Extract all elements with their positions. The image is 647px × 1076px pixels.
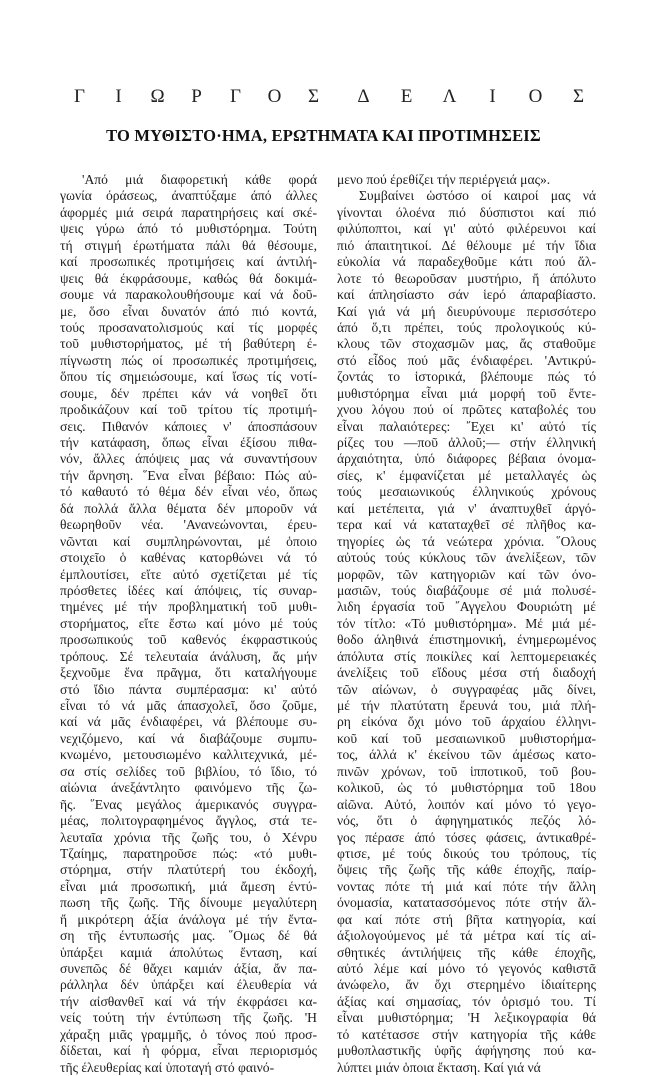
text-line: ξεχνοῦμε ἕνα πρᾶγμα, ὅτι καταλήγουμε xyxy=(60,665,317,681)
author-letter: Ε xyxy=(400,86,413,107)
author-letter: Γ xyxy=(74,86,85,107)
text-line: κολικοῦ, ὡς τό μυθιστόρημα τοῦ 18ου xyxy=(337,780,596,796)
text-line: μυθοπλαστικῆς ὑφῆς άφήγησης πού κα- xyxy=(337,1043,596,1059)
text-line: γίνονται όλοένα πιό δύσπιστοι καί πιό xyxy=(337,204,596,220)
text-line: φα καί πότε στή βῆτα κατηγορία, καί xyxy=(337,911,596,927)
text-line: νόν, ἄλλες άπόψεις μας νά συναντήσουν xyxy=(60,451,317,467)
text-line: άνώφελο, ἄν ὄχι στερημένο ἰδιαίτερης xyxy=(337,977,596,993)
text-line: θοδο άληθινά έπιστημονική, ένημερωμένος xyxy=(337,632,596,648)
text-line: ρίζες του —ποῦ ἀλλοῦ;— στήν έλληνική xyxy=(337,435,596,450)
text-line: σεις. Πιθανόν κάποιες ν' άποσπάσουν xyxy=(60,418,317,434)
text-line: τήν κατάφαση, ὅπως εἶναι έξίσου πιθα- xyxy=(60,435,317,450)
text-line: πιό άπαιτητικοί. Δέ θέλουμε μέ τήν ἴδια xyxy=(337,237,596,253)
text-line: με, ὅσο εἶναι δυνατόν άπό πιό κοντά, xyxy=(60,303,317,319)
author-first-name xyxy=(60,86,333,108)
text-line: τήν ἄρνηση. ῞Ενα εἶναι βέβαιο: Πώς αὐ- xyxy=(60,467,317,483)
text-line: στόρημα, στήν πλατύτερή του έκδοχή, xyxy=(60,862,317,878)
text-line: άρχαιότητα, ὑπό διάφορες βέβαια όνομα- xyxy=(337,451,596,467)
text-line: στό εἶδος πού μᾶς ένδιαφέρει. 'Αντικρύ- xyxy=(337,352,596,368)
text-line: ψεις θά έκφράσουμε, καθώς θά δοκιμά- xyxy=(60,270,317,286)
text-line: τόν τίτλο: «Τό μυθιστόρημα». Μέ μιά μέ- xyxy=(337,615,596,631)
text-line: σίες, κ' έμφανίζεται μέ μεταλλαγές ὡς xyxy=(337,467,596,483)
text-line: τήν αἰσθανθεῖ καί νά τήν έκφράσει κα- xyxy=(60,993,317,1009)
text-line: στοιχεῖο ὁ καθένας κατορθώνει νά τό xyxy=(60,550,317,566)
text-line: τρόπους. Σέ τελευταία άνάλυση, ἄς μήν xyxy=(60,648,317,664)
author-letter: Ι xyxy=(115,86,122,107)
text-line: τηγορίες ὡς τά νεώτερα χρόνια. ῞Ολους xyxy=(337,533,596,549)
text-line: νῶνται καί συμπληρώνονται, μέ ὁποιο xyxy=(60,533,317,549)
text-line: τή στιγμή έρωτήματα πάλι θά θέσουμε, xyxy=(60,237,317,253)
text-line: άξιολογούμενος μέ τά μέτρα καί τίς αἰ- xyxy=(337,928,596,944)
text-line: Καί γιά νά μή διευρύνουμε περισσότερο xyxy=(337,303,596,319)
text-line: τημένες μέ τήν προβληματική τοῦ μυθι- xyxy=(60,599,317,615)
author-letter: Ρ xyxy=(191,86,202,107)
text-line: μέας, πολιτογραφημένος ἄγγλος, στά τε- xyxy=(60,813,317,829)
text-line: 'Από μιά διαφορετική κάθε φορά xyxy=(82,172,317,187)
text-line: ρη εἰκόνα ὄχι μόνο τοῦ άρχαίου έλληνι- xyxy=(337,714,596,730)
text-line: λιδη έργασία τοῦ ῎Αγγελου Φουριώτη μέ xyxy=(337,599,596,615)
text-line: θεωρηθοῦν νέα. 'Ανανεώνονται, έρευ- xyxy=(60,517,317,533)
text-line: έμπλουτίσει, εἴτε αὐτό σχετίζεται μέ τίς xyxy=(60,566,317,582)
text-line: καί μετέπειτα, γιά ν' άναπτυχθεῖ άργό- xyxy=(337,500,596,516)
text-line: καί νά μᾶς ένδιαφέρει, νά βλέπουμε συ- xyxy=(60,714,317,730)
text-line: μυθιστόρημα εἶναι μιά μορφή τοῦ ἔντε- xyxy=(337,385,596,401)
text-line: τούς μεσαιωνικούς έλληνικούς χρόνους xyxy=(337,484,596,500)
text-line: νείς τούτη τήν έντύπωση τῆς ζωῆς. 'Η xyxy=(60,1010,317,1026)
text-line: λοτε τό θεωροῦσαν μυστήριο, ἤ άπόλυτο xyxy=(337,270,596,286)
text-line: νεχιζόμενο, καί νά διαβάζουμε συμπυ- xyxy=(60,730,317,746)
text-line: προδικάζουν καί τοῦ τρίτου τίς προτιμή- xyxy=(60,402,317,418)
text-line: αἰῶνα. Αὐτό, λοιπόν καί μόνο τό γεγο- xyxy=(337,796,596,812)
text-line: άξίας καί σημασίας, τόν ὁρισμό του. Τί xyxy=(337,993,596,1009)
text-line: καί άπλησίαστο σάν ἱερό άπαραβίαστο. xyxy=(337,287,596,303)
text-line: μασιῶν, τούς διαβάζουμε σέ μιά πολυσέ- xyxy=(337,582,596,598)
text-line: εἶναι τό νά μᾶς άπασχολεῖ, ὅσο ζοῦμε, xyxy=(60,698,317,713)
author-letter: Σ xyxy=(572,86,585,107)
text-line: ση τῆς έντυπωσής μας. ῞Ομως δέ θά xyxy=(60,928,317,944)
text-line: άφορμές μιά σειρά παρατηρήσεις καί σκέ- xyxy=(60,204,317,220)
text-line: ζοντάς το ἱστορικά, βλέπουμε πώς τό xyxy=(337,369,596,385)
text-line: λύπτει μιάν ὁποια ἔκταση. Καί γιά νά xyxy=(337,1059,541,1075)
text-line: νοντας πότε τή μιά καί πότε τήν ἄλλη xyxy=(337,878,596,894)
text-line: χάραξη μιᾶς γραμμῆς, ὁ τόνος πού προσ- xyxy=(60,1026,317,1042)
text-line: φιλύποπτοι, καί γι' αὐτό φιλέρευνοι καί xyxy=(337,221,596,237)
text-line: σα στίς σελίδες τοῦ βιβλίου, τό ἴδιο, τό xyxy=(60,763,317,779)
author-letter: Δ xyxy=(357,86,370,107)
text-line: ἤ μικρότερη άξία άνάλογα μέ τήν ἔντα- xyxy=(60,911,317,927)
text-line: πινῶν χρόνων, τοῦ ἱπποτικοῦ, τοῦ βου- xyxy=(337,763,596,779)
text-line: τούς προσανατολισμούς καί τίς μορφές xyxy=(60,319,317,335)
text-line: τοῦ μυθιστορήματος, μέ τή βαθύτερη έ- xyxy=(60,336,317,352)
text-line: χνου λόγου πού οί πρῶτες καταβολές του xyxy=(337,402,596,418)
text-line: όνομασία, κατατασσόμενος πότε στήν ἄλ- xyxy=(337,895,596,911)
text-line: ράλληλα δέν ὑπάρξει καί έλευθερία νά xyxy=(60,977,317,993)
text-line: ὄψεις τῆς ζωῆς τῆς κάθε έποχῆς, παίρ- xyxy=(337,862,596,878)
text-line: στορήματος, εἴτε ἔστω καί μόνο μέ τούς xyxy=(60,615,317,631)
text-line: εἶναι μιά προσωπική, μιά ἄμεση έντύ- xyxy=(60,878,317,894)
text-line: μορφῶν, τῶν κατηγοριῶν καί τῶν όνο- xyxy=(337,566,596,582)
author-letter: Ω xyxy=(150,86,165,107)
text-line: εἶναι μυθιστόρημα; 'Η λεξικογραφία θά xyxy=(337,1010,596,1026)
text-line: πωση τῆς ζωῆς. Τῆς δίνουμε μεγαλύτερη xyxy=(60,895,317,911)
author-letter: Ο xyxy=(528,86,543,107)
text-line: δά πολλά ἄλλα θέματα δέν μποροῦν νά xyxy=(60,500,317,516)
text-line: πρόσθετες ἰδέες καί άπόψεις, τίς συναρ- xyxy=(60,582,317,598)
article-title: ΤΟ ΜΥΘΙΣΤΟ·ΗΜΑ, ΕΡΩΤΗΜΑΤΑ ΚΑΙ ΠΡΟΤΙΜΗΣΕΙΣ xyxy=(106,126,541,145)
text-line: νός, ὅτι ὁ άφηγηματικός πεζός λό- xyxy=(337,813,596,829)
text-line: σουμε νά παρακολουθήσουμε καί νά δοῦ- xyxy=(60,287,317,303)
author-letter: Λ xyxy=(442,86,457,107)
text-line: άπό ὅ,τι πρέπει, τούς προλογικούς κύ- xyxy=(337,319,596,335)
text-line: ψεις γύρω άπό τό μυθιστόρημα. Τούτη xyxy=(60,221,317,237)
text-line: καί προσωπικές προτιμήσεις καί άντιλή- xyxy=(60,254,317,270)
text-line: μέ τήν πλατύτατη ἔρευνά του, μιά πλή- xyxy=(337,698,596,713)
text-line: αὐτό λέμε καί μόνο τό γεγονός καθιστᾶ xyxy=(337,961,596,976)
author-letter: Ι xyxy=(489,86,496,107)
text-line: τῆς έλευθερίας καί ὑποταγή στό φαινό- xyxy=(60,1059,275,1075)
text-line: τῶν αἰώνων, ὁ συγγραφέας μᾶς δίνει, xyxy=(337,681,596,697)
text-line: λευταῖα χρόνια τῆς ζωῆς του, ὁ Χένρυ xyxy=(60,829,317,845)
text-line: άπόλυτα στίς ποικίλες καί λεπτομερειακές xyxy=(337,648,596,664)
text-line: κοῦ καί τοῦ μεσαιωνικοῦ μυθιστορήμα- xyxy=(337,730,596,746)
text-line: αὐτούς τούς κύκλους τῶν άνελίξεων, τῶν xyxy=(337,550,596,566)
text-line: ῆς. ῞Ενας μεγάλος άμερικανός συγγρα- xyxy=(60,796,317,812)
text-line: Συμβαίνει ὡστόσο οί καιροί μας νά xyxy=(359,188,596,204)
text-line: αἰώνια άνεξάντλητο φαινόμενο τῆς ζω- xyxy=(60,780,317,796)
text-line: πίγνωστη πώς οί προσωπικές προτιμήσεις, xyxy=(60,352,317,368)
text-line: φτισε, μέ τούς δικούς του τρόπους, τίς xyxy=(337,845,596,861)
text-line: σθητικές άντιλήψεις τῆς κάθε έποχῆς, xyxy=(337,944,596,960)
text-line: συνεπῶς δέ θἄχει καμιάν άξία, ἄν πα- xyxy=(60,961,317,976)
right-column xyxy=(337,172,596,1076)
text-line: εὐκολία νά παραδεχθοῦμε κάτι πού ἄλ- xyxy=(337,254,596,270)
text-line: τος, άλλά κ' έκείνου τῶν άμέσως κατο- xyxy=(337,747,596,763)
author-letter: Γ xyxy=(230,86,241,107)
text-line: τό κατέτασσε στήν κατηγορία τῆς κάθε xyxy=(337,1026,596,1042)
text-line: Τζαίημς, παρατηροῦσε πώς: «τό μυθι- xyxy=(60,845,317,861)
text-line: τό καθαυτό τό θέμα δέν εἶναι νέο, ὅπως xyxy=(60,484,317,500)
left-column xyxy=(60,172,317,1076)
text-line: σουμε, δέν πρέπει κάν νά νοηθεῖ ὅτι xyxy=(60,385,317,401)
text-line: εἶναι παλαιότερες: ῎Εχει κι' αὐτό τίς xyxy=(337,418,596,434)
text-line: δίδεται, καί ἡ φόρμα, εἶναι περιορισμός xyxy=(60,1043,317,1059)
author-name xyxy=(60,86,600,108)
text-line: τερα καί νά καταταχθεῖ σέ πλῆθος κα- xyxy=(337,517,596,533)
text-line: μενο πού έρεθίζει τήν περιέργειά μας». xyxy=(337,172,551,187)
text-line: γωνία όράσεως, άναπτύξαμε άπό άλλες xyxy=(60,188,317,204)
author-letter: Σ xyxy=(307,86,320,107)
text-line: στό ἴδιο πάντα συμπέρασμα: κι' αὐτό xyxy=(60,681,317,697)
author-last-name xyxy=(342,86,600,108)
text-line: ὅπου τίς σημειώσουμε, καί ἴσως τίς νοτί- xyxy=(60,369,317,385)
author-letter: Ο xyxy=(267,86,282,107)
text-line: ὑπάρξει καμιά άπολύτως ἔνταση, καί xyxy=(60,944,317,960)
text-line: κλους τῶν στοχασμῶν μας, ἄς σταθοῦμε xyxy=(337,336,596,352)
text-line: προσωπικούς τοῦ καθενός έκφραστικούς xyxy=(60,632,317,648)
text-line: γος πέρασε άπό τόσες φάσεις, άντικαθρέ- xyxy=(337,829,596,845)
text-line: κνωμένο, μετουσιωμένο καλλιτεχνικά, μέ- xyxy=(60,747,317,763)
text-line: άνελίξεις τοῦ εἴδους μέσα στή διαδοχή xyxy=(337,665,596,681)
